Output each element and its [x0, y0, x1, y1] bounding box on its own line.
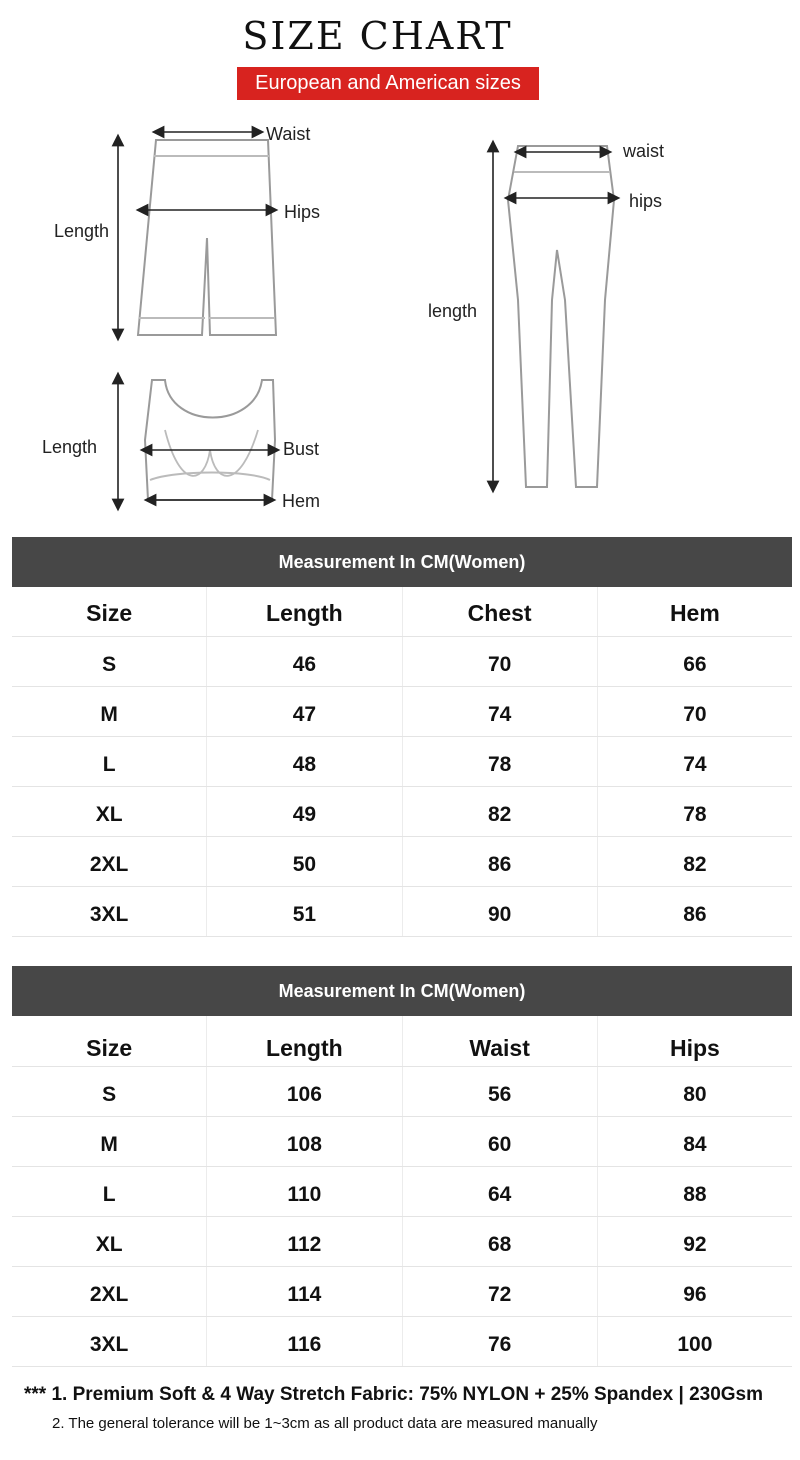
table-cell: 100 — [677, 1333, 713, 1356]
table-row — [12, 737, 792, 787]
table-row — [12, 637, 792, 687]
table-cell: XL — [12, 1217, 207, 1266]
table-cell: 51 — [207, 887, 402, 936]
table-row — [12, 1117, 792, 1167]
table-row — [12, 1267, 792, 1317]
bottom-size-table — [12, 966, 792, 1367]
table-row — [12, 887, 792, 937]
column-header: Waist — [403, 1016, 598, 1066]
table-cell: 82 — [403, 787, 598, 836]
leggings-waist-label: waist — [623, 141, 665, 161]
table-cell: 82 — [683, 853, 707, 876]
table-row — [12, 687, 792, 737]
table-cell: 74 — [403, 687, 598, 736]
table-header-row — [12, 1016, 792, 1067]
table-cell: 110 — [207, 1167, 402, 1216]
table-cell: 88 — [683, 1183, 707, 1206]
table-cell: XL — [12, 787, 207, 836]
table-row — [12, 1217, 792, 1267]
bra-hem-label: Hem — [282, 491, 321, 511]
table-cell: S — [12, 637, 207, 686]
table-cell: 116 — [207, 1317, 402, 1366]
table-row — [12, 1167, 792, 1217]
table-cell: 56 — [403, 1067, 598, 1116]
bra-bust-label: Bust — [283, 439, 320, 459]
sizes-banner: European and American sizes — [237, 67, 539, 100]
table-cell: 86 — [683, 903, 707, 926]
column-header: Length — [207, 587, 402, 636]
table-cell: 47 — [207, 687, 402, 736]
garment-diagrams — [0, 110, 800, 520]
leggings-length-label: length — [428, 301, 478, 321]
top-size-table — [12, 537, 792, 937]
table-row — [12, 837, 792, 887]
table-cell: 80 — [683, 1083, 707, 1106]
table-header-row — [12, 587, 792, 637]
table-row — [12, 1067, 792, 1117]
table-cell: 90 — [403, 887, 598, 936]
table-cell: L — [12, 737, 207, 786]
bra-illustration — [42, 378, 320, 511]
shorts-illustration — [54, 124, 320, 335]
table-cell: 64 — [403, 1167, 598, 1216]
shorts-hips-label: Hips — [284, 202, 321, 222]
table-cell: 78 — [403, 737, 598, 786]
table-cell: 78 — [683, 803, 707, 826]
leggings-illustration — [428, 141, 664, 487]
table-cell: 74 — [683, 753, 707, 776]
table-cell: 60 — [403, 1117, 598, 1166]
table-cell: 106 — [207, 1067, 402, 1116]
shorts-waist-label: Waist — [266, 124, 311, 144]
table-cell: 112 — [207, 1217, 402, 1266]
table-cell: 3XL — [12, 887, 207, 936]
column-header: Length — [207, 1016, 402, 1066]
table-cell: 48 — [207, 737, 402, 786]
table-row — [12, 787, 792, 837]
page-title: SIZE CHART — [242, 14, 513, 58]
table-cell: 2XL — [12, 1267, 207, 1316]
table-cell: 72 — [403, 1267, 598, 1316]
table-cell: 92 — [683, 1233, 707, 1256]
table-caption: Measurement In CM(Women) — [12, 537, 792, 587]
table-cell: 76 — [403, 1317, 598, 1366]
bra-length-label: Length — [42, 437, 98, 457]
table-cell: 70 — [683, 703, 707, 726]
table-cell: 46 — [207, 637, 402, 686]
table-cell: 108 — [207, 1117, 402, 1166]
table-cell: M — [12, 1117, 207, 1166]
shorts-length-label: Length — [54, 221, 110, 241]
table-cell: 84 — [683, 1133, 707, 1156]
column-header: Size — [12, 587, 207, 636]
column-header: Size — [12, 1016, 207, 1066]
column-header: Hips — [669, 1035, 720, 1061]
column-header: Chest — [403, 587, 598, 636]
table-cell: 66 — [683, 653, 707, 676]
leggings-hips-label: hips — [629, 191, 663, 211]
table-caption: Measurement In CM(Women) — [12, 966, 792, 1016]
table-cell: 2XL — [12, 837, 207, 886]
tolerance-note: 2. The general tolerance will be 1~3cm as all product data are measured manually — [52, 1415, 598, 1432]
table-cell: 68 — [403, 1217, 598, 1266]
table-cell: M — [12, 687, 207, 736]
table-cell: 96 — [683, 1283, 707, 1306]
table-cell: 114 — [207, 1267, 402, 1316]
table-cell: 49 — [207, 787, 402, 836]
table-cell: S — [12, 1067, 207, 1116]
fabric-note: *** 1. Premium Soft & 4 Way Stretch Fabric: 75% NYLON + 25% Spandex | 230Gsm — [24, 1384, 764, 1405]
table-cell: L — [12, 1167, 207, 1216]
table-cell: 3XL — [12, 1317, 207, 1366]
table-cell: 50 — [207, 837, 402, 886]
column-header: Hem — [669, 600, 720, 626]
table-row — [12, 1317, 792, 1367]
table-cell: 86 — [403, 837, 598, 886]
table-cell: 70 — [403, 637, 598, 686]
